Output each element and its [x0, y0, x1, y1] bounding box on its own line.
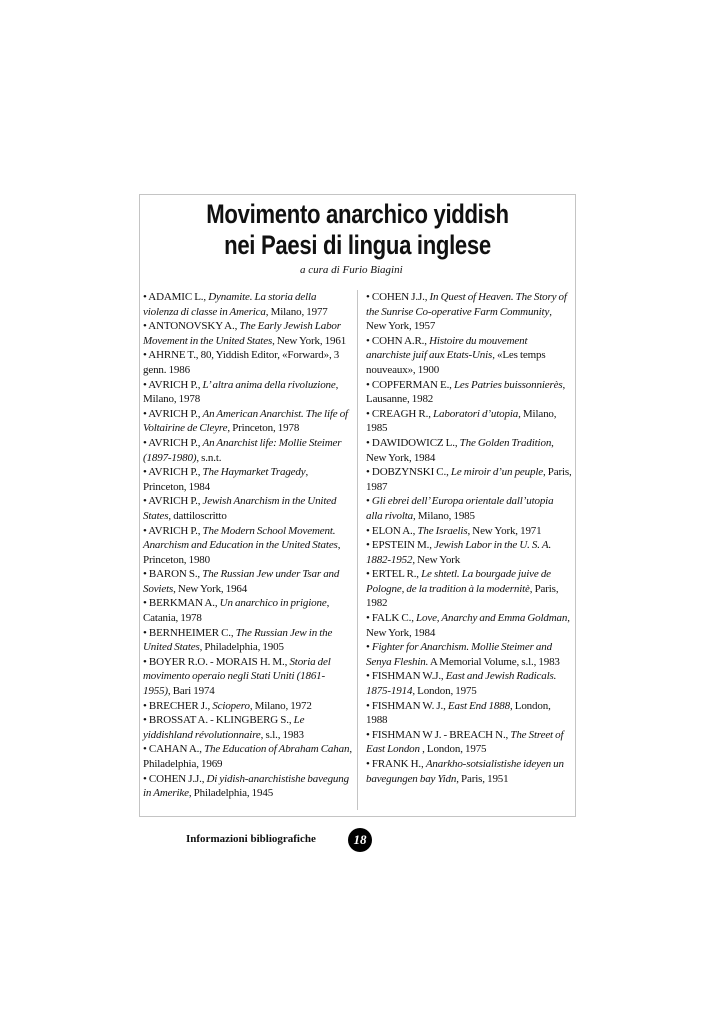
- entry-details: , New York, 1984: [366, 436, 554, 464]
- bibliography-entry: [366, 567, 572, 611]
- bibliography-entry: [366, 757, 572, 786]
- entry-details: , Milano, 1977: [265, 305, 328, 318]
- entry-details: , New York: [412, 553, 461, 566]
- column-divider: [357, 290, 358, 810]
- entry-details: , s.n.t.: [196, 451, 222, 464]
- entry-author: ADAMIC L.,: [148, 291, 209, 303]
- entry-details: , Princeton, 1978: [227, 422, 300, 435]
- entry-details: A Memorial Volume, s.l., 1983: [428, 655, 560, 668]
- bibliography-entry: [143, 348, 352, 377]
- entry-title: In Quest of Heaven. The Story of the Sunrise Co-operative Farm Community: [366, 291, 567, 318]
- bibliography-entry: [143, 655, 352, 699]
- entry-title: The Education of Abraham Cahan: [204, 743, 350, 756]
- entry-title: The Early Jewish Labor Movement in the United States: [143, 320, 341, 347]
- bibliography-entry: [143, 772, 352, 801]
- entry-author: FISHMAN W J. - BREACH N.,: [371, 728, 511, 741]
- entry-title: Love, Anarchy and Emma Goldman: [416, 612, 568, 625]
- entry-details: , Philadelphia, 1945: [188, 787, 274, 800]
- entry-author: COHEN J.J.,: [371, 291, 430, 303]
- entry-author: AVRICH P.,: [148, 466, 203, 479]
- entry-author: AVRICH P.,: [148, 436, 203, 449]
- entry-author: BOYER R.O. - MORAIS H. M.,: [148, 655, 290, 668]
- entry-title: Laboratori d’utopia: [433, 407, 519, 420]
- footer-section-label: Informazioni bibliografiche: [186, 833, 316, 845]
- entry-details: , New York, 1961: [272, 334, 347, 347]
- subtitle: a cura di Furio Biagini: [300, 264, 403, 276]
- entry-bullet: •: [366, 670, 372, 683]
- entry-bullet: •: [143, 495, 149, 508]
- entry-details: , Bari 1974: [167, 685, 215, 698]
- entry-bullet: •: [143, 291, 149, 303]
- entry-details: , Lausanne, 1982: [366, 378, 566, 406]
- entry-bullet: •: [366, 728, 372, 741]
- bibliography-column-right: [366, 290, 572, 786]
- entry-author: DAWIDOWICZ L.,: [371, 436, 460, 449]
- entry-author: CAHAN A.,: [148, 743, 205, 756]
- entry-title: East End 1888: [447, 699, 510, 712]
- entry-bullet: •: [366, 291, 372, 303]
- entry-title: The Russian Jew in the United States: [143, 626, 333, 654]
- entry-details: , Princeton, 1980: [143, 539, 341, 566]
- title-line-2: nei Paesi di lingua inglese: [224, 230, 491, 260]
- entry-details: , Milano, 1972: [249, 699, 312, 712]
- entry-details: , s.l., 1983: [260, 728, 304, 741]
- bibliography-entry: [143, 319, 352, 348]
- entry-title: Histoire du mouvement anarchiste juif aux Etats-Unis: [366, 334, 528, 362]
- bibliography-entry: [143, 699, 352, 714]
- entry-title: The Russian Jew under Tsar and Soviets: [143, 568, 340, 595]
- entry-title: Le miroir d’un peuple: [450, 466, 543, 479]
- bibliography-column-left: [143, 290, 352, 801]
- entry-title: Fighter for Anarchism. Mollie Steimer and Senya Fleshin.: [366, 641, 552, 668]
- entry-details: , London, 1988: [366, 699, 551, 727]
- entry-author: AVRICH P.,: [148, 378, 203, 391]
- entry-title: Jewish Anarchism in the United States: [143, 495, 337, 522]
- bibliography-entry: [366, 465, 572, 494]
- entry-title: The Modern School Movement. Anarchism and Education in the United States: [143, 524, 338, 552]
- entry-bullet: •: [366, 568, 372, 581]
- bibliography-entry: [366, 524, 572, 539]
- entry-bullet: •: [143, 626, 149, 639]
- entry-bullet: •: [143, 407, 149, 420]
- entry-title: Un anarchico in prigione: [219, 597, 327, 610]
- entry-details: 80, Yiddish Editor, «Forward», 3 genn. 1986: [143, 349, 340, 376]
- entry-bullet: •: [143, 466, 149, 479]
- bibliography-entry: [366, 699, 572, 728]
- bibliography-entry: [143, 524, 352, 568]
- entry-title: The Golden Tradition: [459, 436, 552, 449]
- entry-bullet: •: [366, 524, 372, 537]
- bibliography-entry: [366, 538, 572, 567]
- entry-bullet: •: [366, 466, 372, 479]
- entry-details: , dattiloscritto: [168, 509, 227, 522]
- entry-bullet: •: [143, 524, 149, 537]
- entry-details: , Catania, 1978: [143, 597, 330, 625]
- entry-author: AVRICH P.,: [148, 407, 203, 420]
- entry-author: BROSSAT A. - KLINGBERG S.,: [148, 714, 294, 727]
- entry-bullet: •: [143, 714, 149, 727]
- title-line-1: Movimento anarchico yiddish: [206, 199, 509, 229]
- entry-author: COPFERMAN E.,: [371, 378, 454, 391]
- entry-author: CREAGH R.,: [371, 407, 434, 420]
- entry-title: The Haymarket Tragedy: [202, 466, 306, 479]
- entry-title: The Israelis: [417, 524, 468, 537]
- bibliography-entry: [366, 728, 572, 757]
- entry-bullet: •: [143, 743, 149, 756]
- bibliography-entry: [143, 567, 352, 596]
- entry-details: , Milano, 1978: [143, 378, 339, 406]
- entry-title: The Street of East London: [366, 728, 564, 756]
- entry-title: An Anarchist life: Mollie Steimer (1897-1980): [143, 436, 342, 464]
- entry-bullet: •: [366, 495, 372, 508]
- bibliography-entry: [143, 596, 352, 625]
- entry-bullet: •: [143, 597, 149, 610]
- entry-author: FRANK H.,: [371, 758, 426, 770]
- entry-author: ANTONOVSKY A.,: [148, 320, 240, 333]
- entry-author: COHN A.R.,: [371, 334, 430, 347]
- entry-bullet: •: [366, 334, 372, 347]
- entry-details: , Milano, 1985: [413, 509, 475, 522]
- entry-bullet: •: [143, 436, 149, 449]
- entry-title: Storia del movimento operaio negli Stati Uniti (1861-1955): [143, 655, 331, 698]
- entry-details: , New York, 1957: [366, 305, 552, 333]
- entry-title: Gli ebrei dell’ Europa orientale dall’utopia alla rivolta: [366, 495, 554, 522]
- bibliography-entry: [143, 436, 352, 465]
- entry-title: Le shtetl. La bourgade juive de Pologne, de la tradition à la modernitè: [366, 568, 551, 595]
- bibliography-entry: [143, 465, 352, 494]
- entry-bullet: •: [366, 436, 372, 449]
- bibliography-entry: [366, 407, 572, 436]
- entry-details: , Princeton, 1984: [143, 466, 309, 493]
- entry-details: , Philadelphia, 1969: [143, 743, 352, 770]
- entry-author: BERKMAN A.,: [148, 597, 220, 610]
- page-title: [178, 199, 536, 261]
- entry-author: BERNHEIMER C.,: [148, 626, 236, 639]
- entry-author: FISHMAN W. J.,: [371, 699, 448, 712]
- entry-bullet: •: [143, 699, 149, 712]
- entry-title: Jewish Labor in the U. S. A. 1882-1952: [366, 539, 552, 566]
- entry-bullet: •: [143, 320, 149, 333]
- entry-title: Sciopero: [212, 699, 250, 712]
- entry-details: , Philadelphia, 1905: [199, 641, 284, 654]
- entry-author: ELON A.,: [371, 524, 418, 537]
- entry-bullet: •: [143, 655, 149, 668]
- bibliography-entry: [366, 640, 572, 669]
- entry-author: COHEN J.J.,: [148, 772, 207, 785]
- entry-author: FALK C.,: [371, 612, 417, 625]
- entry-details: , New York, 1984: [366, 612, 570, 639]
- entry-author: BARON S.,: [148, 568, 203, 581]
- entry-bullet: •: [143, 772, 149, 785]
- entry-details: , Paris, 1951: [456, 772, 509, 785]
- entry-details: , London, 1975: [419, 743, 487, 756]
- bibliography-entry: [366, 334, 572, 378]
- bibliography-entry: [366, 669, 572, 698]
- page-number-badge: 18: [348, 828, 372, 852]
- entry-details: , Milano, 1985: [366, 407, 557, 435]
- entry-author: ERTEL R.,: [371, 568, 422, 581]
- bibliography-entry: [366, 378, 572, 407]
- entry-title: An American Anarchist. The life of Voltairine de Cleyre: [143, 407, 348, 435]
- entry-bullet: •: [366, 612, 372, 625]
- bibliography-entry: [143, 290, 352, 319]
- entry-details: , Paris, 1982: [366, 582, 559, 610]
- entry-bullet: •: [143, 378, 149, 391]
- entry-details: , «Les temps nouveaux», 1900: [366, 349, 546, 376]
- entry-title: Les Patries buissonnierès: [453, 378, 563, 391]
- entry-details: , Paris, 1987: [366, 466, 572, 493]
- bibliography-entry: [366, 290, 572, 334]
- bibliography-entry: [366, 494, 572, 523]
- bibliography-entry: [366, 611, 572, 640]
- bibliography-entry: [143, 626, 352, 655]
- entry-bullet: •: [143, 349, 149, 362]
- entry-author: DOBZYNSKI C.,: [371, 466, 451, 479]
- entry-details: , New York, 1964: [173, 582, 248, 595]
- entry-bullet: •: [366, 758, 372, 770]
- entry-bullet: •: [366, 378, 372, 391]
- bibliography-entry: [143, 494, 352, 523]
- bibliography-entry: [143, 742, 352, 771]
- entry-bullet: •: [366, 699, 372, 712]
- entry-bullet: •: [366, 539, 372, 552]
- entry-author: EPSTEIN M.,: [371, 539, 435, 552]
- entry-title: Anarkho-sotsialistishe ideyen un bavegungen bay Yidn: [366, 758, 564, 785]
- bibliography-entry: [366, 436, 572, 465]
- entry-bullet: •: [366, 641, 372, 654]
- entry-author: BRECHER J.,: [148, 699, 213, 712]
- entry-bullet: •: [143, 568, 149, 581]
- entry-title: Di yidish-anarchistishe bavegung in Amerike: [143, 772, 349, 800]
- entry-details: , New York, 1971: [467, 524, 542, 537]
- bibliography-entry: [143, 713, 352, 742]
- entry-title: East and Jewish Radicals. 1875-1914: [366, 670, 557, 698]
- bibliography-entry: [143, 407, 352, 436]
- entry-title: Dynamite. La storia della violenza di classe in America: [143, 291, 317, 318]
- entry-author: AVRICH P.,: [148, 524, 203, 537]
- entry-author: FISHMAN W.J.,: [371, 670, 446, 683]
- entry-title: Le yiddishland révolutionnaire: [143, 714, 305, 741]
- entry-bullet: •: [366, 407, 372, 420]
- entry-author: AVRICH P.,: [148, 495, 203, 508]
- entry-title: L’ altra anima della rivoluzione: [202, 378, 336, 391]
- bibliography-entry: [143, 378, 352, 407]
- entry-details: , London, 1975: [412, 685, 477, 698]
- entry-author: AHRNE T.,: [148, 349, 201, 362]
